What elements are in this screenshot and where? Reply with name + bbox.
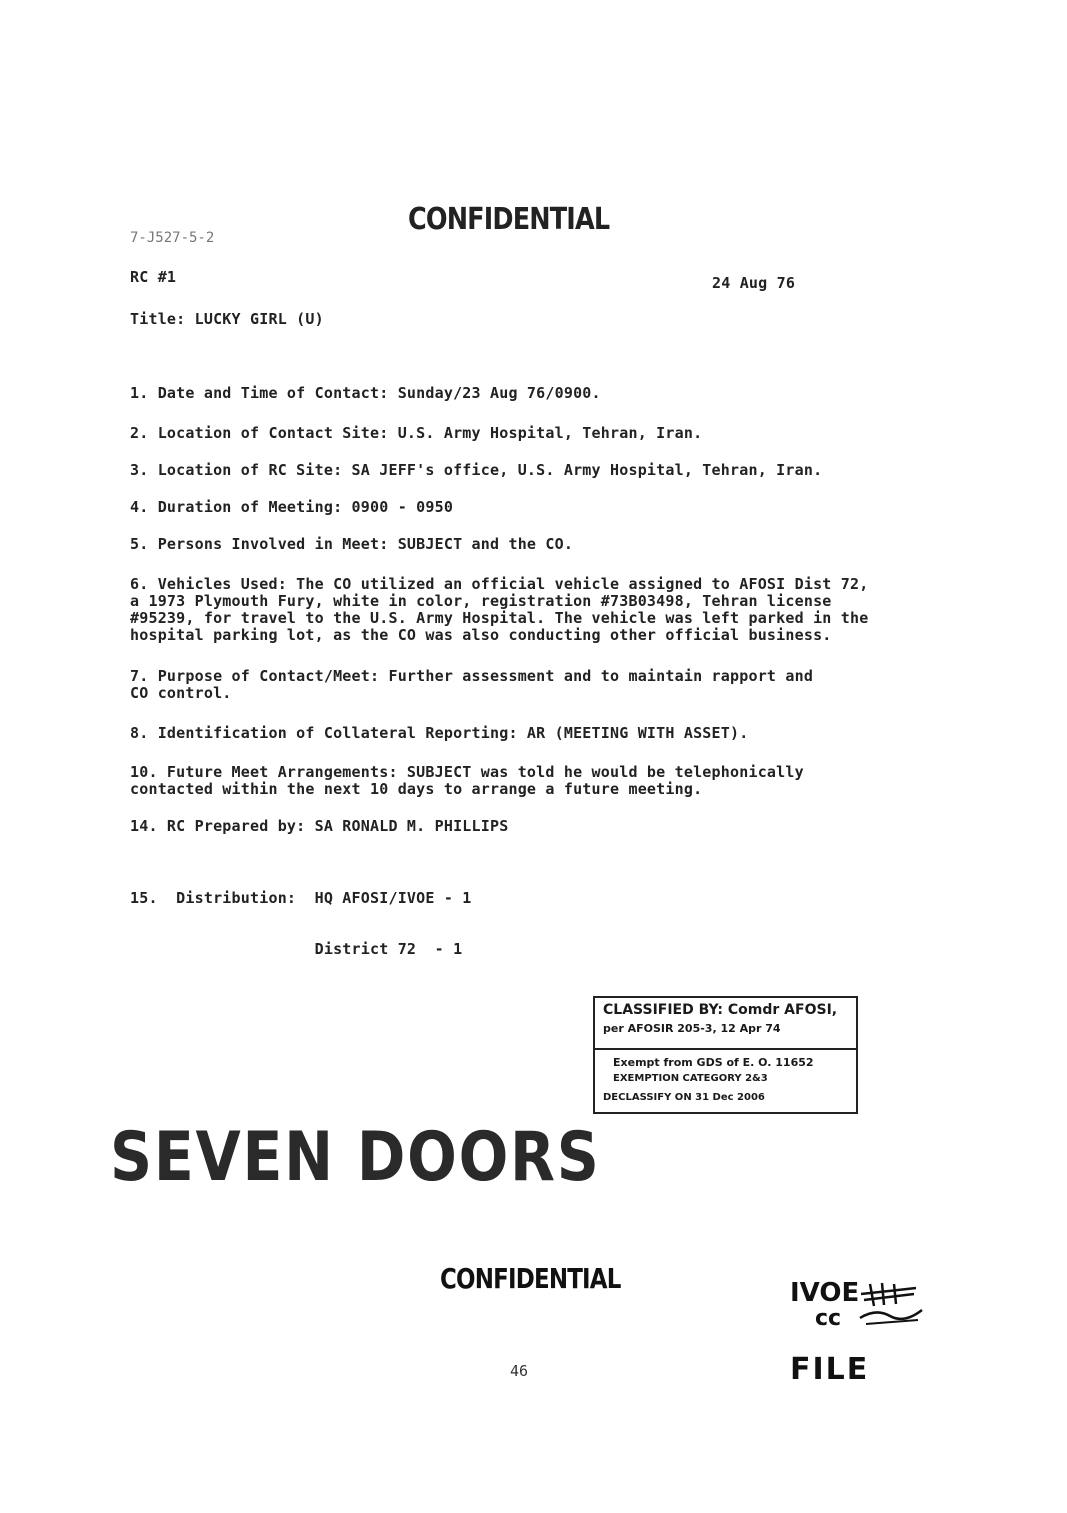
item-vehicles	[130, 576, 868, 644]
purpose-line-2: CO control.	[130, 684, 232, 702]
item-persons: 5. Persons Involved in Meet: SUBJECT and the CO.	[130, 535, 574, 553]
future-meet-line-1: 10. Future Meet Arrangements: SUBJECT was told he would be telephonically	[130, 763, 804, 781]
item-prepared-by: 14. RC Prepared by: SA RONALD M. PHILLIPS	[130, 817, 509, 835]
vehicles-line-3: #95239, for travel to the U.S. Army Hospital. The vehicle was left parked in the	[130, 609, 869, 627]
distribution-line-2: District 72 - 1	[130, 940, 463, 958]
box-divider	[595, 1048, 856, 1050]
report-title: Title: LUCKY GIRL (U)	[130, 310, 324, 328]
item-collateral: 8. Identification of Collateral Reporting: AR (MEETING WITH ASSET).	[130, 724, 749, 742]
item-duration: 4. Duration of Meeting: 0900 - 0950	[130, 498, 454, 516]
vehicles-line-4: hospital parking lot, as the CO was also conducting other official business.	[130, 626, 832, 644]
item-date-time: 1. Date and Time of Contact: Sunday/23 Aug 76/0900.	[130, 384, 601, 402]
vehicles-line-1: 6. Vehicles Used: The CO utilized an official vehicle assigned to AFOSI Dist 72,	[130, 575, 869, 593]
classified-by: CLASSIFIED BY: Comdr AFOSI,	[603, 1002, 838, 1018]
exemption-category: EXEMPTION CATEGORY 2&3	[613, 1073, 768, 1084]
item-distribution	[130, 856, 472, 975]
item-future-meet	[130, 764, 804, 798]
report-date: 24 Aug 76	[712, 274, 796, 292]
classification-footer: CONFIDENTIAL	[440, 1262, 621, 1295]
seven-doors-stamp: SEVEN DOORS	[110, 1118, 601, 1197]
classification-authority: per AFOSIR 205-3, 12 Apr 74	[603, 1022, 781, 1035]
exempt-line: Exempt from GDS of E. O. 11652	[613, 1056, 814, 1069]
purpose-line-1: 7. Purpose of Contact/Meet: Further assessment and to maintain rapport and	[130, 667, 814, 685]
future-meet-line-2: contacted within the next 10 days to arrange a future meeting.	[130, 780, 703, 798]
item-purpose	[130, 668, 813, 702]
cc-annotation: cc	[815, 1306, 842, 1331]
item-contact-site: 2. Location of Contact Site: U.S. Army Hospital, Tehran, Iran.	[130, 424, 703, 442]
handwritten-scribble-icon	[856, 1280, 926, 1330]
distribution-line-1: 15. Distribution: HQ AFOSI/IVOE - 1	[130, 889, 472, 907]
item-rc-site: 3. Location of RC Site: SA JEFF's office, U.S. Army Hospital, Tehran, Iran.	[130, 461, 823, 479]
file-reference: 7-J527-5-2	[130, 230, 215, 246]
ivoe-annotation: IVOE	[790, 1278, 860, 1308]
declassify-on: DECLASSIFY ON 31 Dec 2006	[603, 1092, 765, 1103]
page-number: 46	[510, 1362, 529, 1380]
classification-header: CONFIDENTIAL	[408, 202, 610, 237]
rc-number: RC #1	[130, 268, 177, 286]
file-stamp: FILE	[790, 1352, 870, 1387]
classification-box	[593, 996, 858, 1114]
vehicles-line-2: a 1973 Plymouth Fury, white in color, registration #73B03498, Tehran license	[130, 592, 832, 610]
